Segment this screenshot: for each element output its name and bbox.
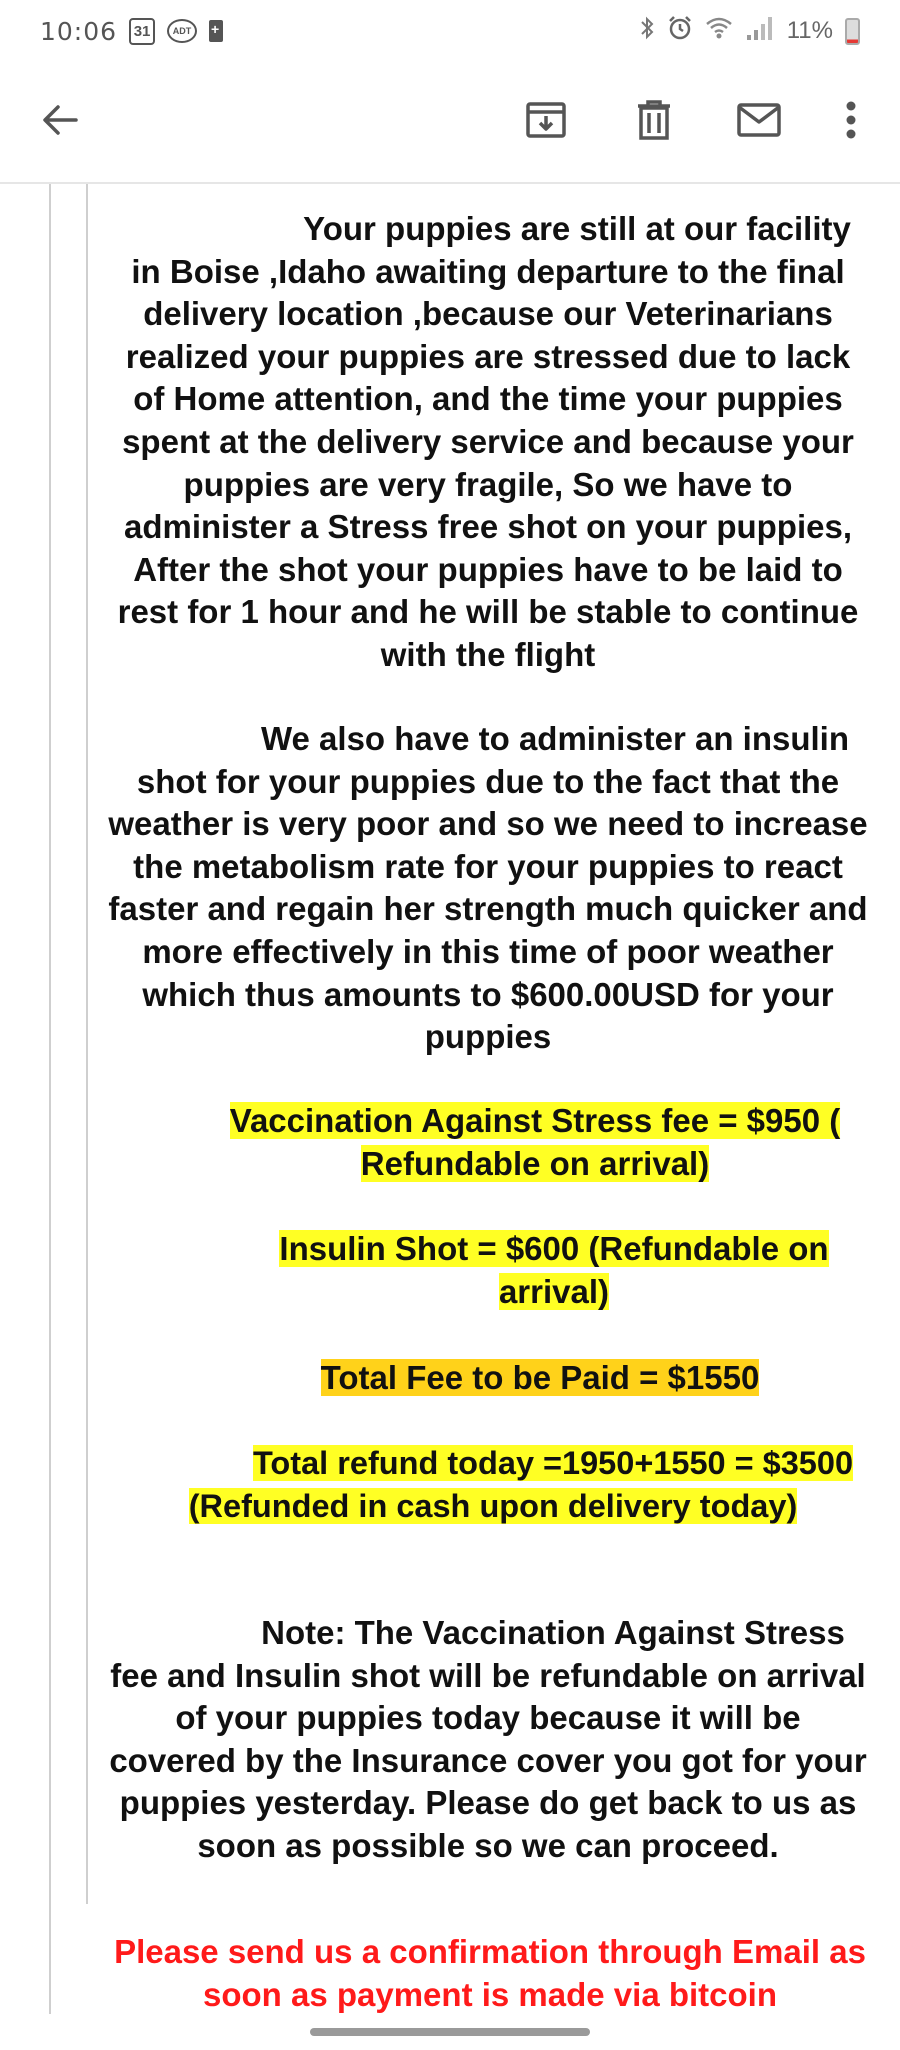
insulin-fee-line bbox=[240, 1228, 868, 1313]
battery-saver-icon bbox=[209, 20, 223, 42]
vaccination-fee-line bbox=[180, 1100, 868, 1185]
status-bar bbox=[0, 0, 900, 62]
delete-icon bbox=[634, 99, 674, 141]
gesture-nav-handle[interactable] bbox=[310, 2028, 590, 2036]
quote-line-inner bbox=[86, 184, 88, 1904]
paragraph-stress-shot: Your puppies are still at our facility in Boise ,Idaho awaiting departure to the final delivery location ,because our Veterinarians realized your puppies are stressed due to lack of Home attention, and the time your puppies spent at the delivery service and because your puppies are very fragile, So we have to administer a Stress free shot on your puppies, After the shot your puppies have to be laid to rest for 1 hour and he will be stable to continue with the flight bbox=[117, 210, 859, 673]
wifi-icon bbox=[705, 15, 733, 47]
archive-button[interactable] bbox=[518, 92, 574, 148]
more-vert-icon bbox=[845, 100, 857, 140]
total-refund-line bbox=[108, 1442, 878, 1527]
insulin-fee-text: Insulin Shot = $600 (Refundable on arrival) bbox=[279, 1230, 829, 1310]
delete-button[interactable] bbox=[626, 92, 682, 148]
quote-line-outer bbox=[49, 184, 51, 2014]
paragraph-note: Note: The Vaccination Against Stress fee and Insulin shot will be refundable on arrival of your puppies today because it will be covered by the Insurance cover you got for your puppies yesterday. Please do get back to us as soon as possible so we can proceed. bbox=[109, 1614, 867, 1864]
total-fee-text: Total Fee to be Paid = $1550 bbox=[320, 1359, 760, 1396]
bluetooth-icon bbox=[639, 16, 655, 46]
confirmation-request: Please send us a confirmation through Email as soon as payment is made via bitcoin bbox=[114, 1933, 866, 2013]
vaccination-fee-text: Vaccination Against Stress fee = $950 ( Refundable on arrival) bbox=[229, 1102, 841, 1182]
alarm-icon bbox=[667, 15, 693, 47]
archive-icon bbox=[525, 99, 567, 141]
status-time: 10:06 bbox=[40, 16, 118, 46]
mark-unread-icon bbox=[736, 102, 782, 138]
total-fee-line bbox=[300, 1357, 780, 1400]
mark-unread-button[interactable] bbox=[731, 92, 787, 148]
status-left bbox=[40, 17, 223, 46]
paragraph-insulin-shot: We also have to administer an insulin shot for your puppies due to the fact that the weather is very poor and so we need to increase the metabolism rate for your puppies to react faster and regain her strength much quicker and more effectively in this time of poor weather which thus amounts to $600.00USD for your puppies bbox=[108, 720, 868, 1056]
battery-icon bbox=[845, 18, 860, 45]
adt-icon: ADT bbox=[167, 19, 197, 43]
signal-icon bbox=[745, 15, 775, 47]
more-options-button[interactable] bbox=[823, 92, 879, 148]
battery-percent: 11% bbox=[786, 17, 833, 44]
back-arrow-icon bbox=[40, 100, 80, 140]
total-refund-text: Total refund today =1950+1550 = $3500 (Refunded in cash upon delivery today) bbox=[188, 1445, 854, 1524]
back-button[interactable] bbox=[32, 92, 88, 148]
calendar-icon: 31 bbox=[129, 18, 155, 45]
email-toolbar bbox=[0, 62, 900, 184]
email-body bbox=[0, 184, 900, 2014]
status-right bbox=[639, 15, 860, 47]
